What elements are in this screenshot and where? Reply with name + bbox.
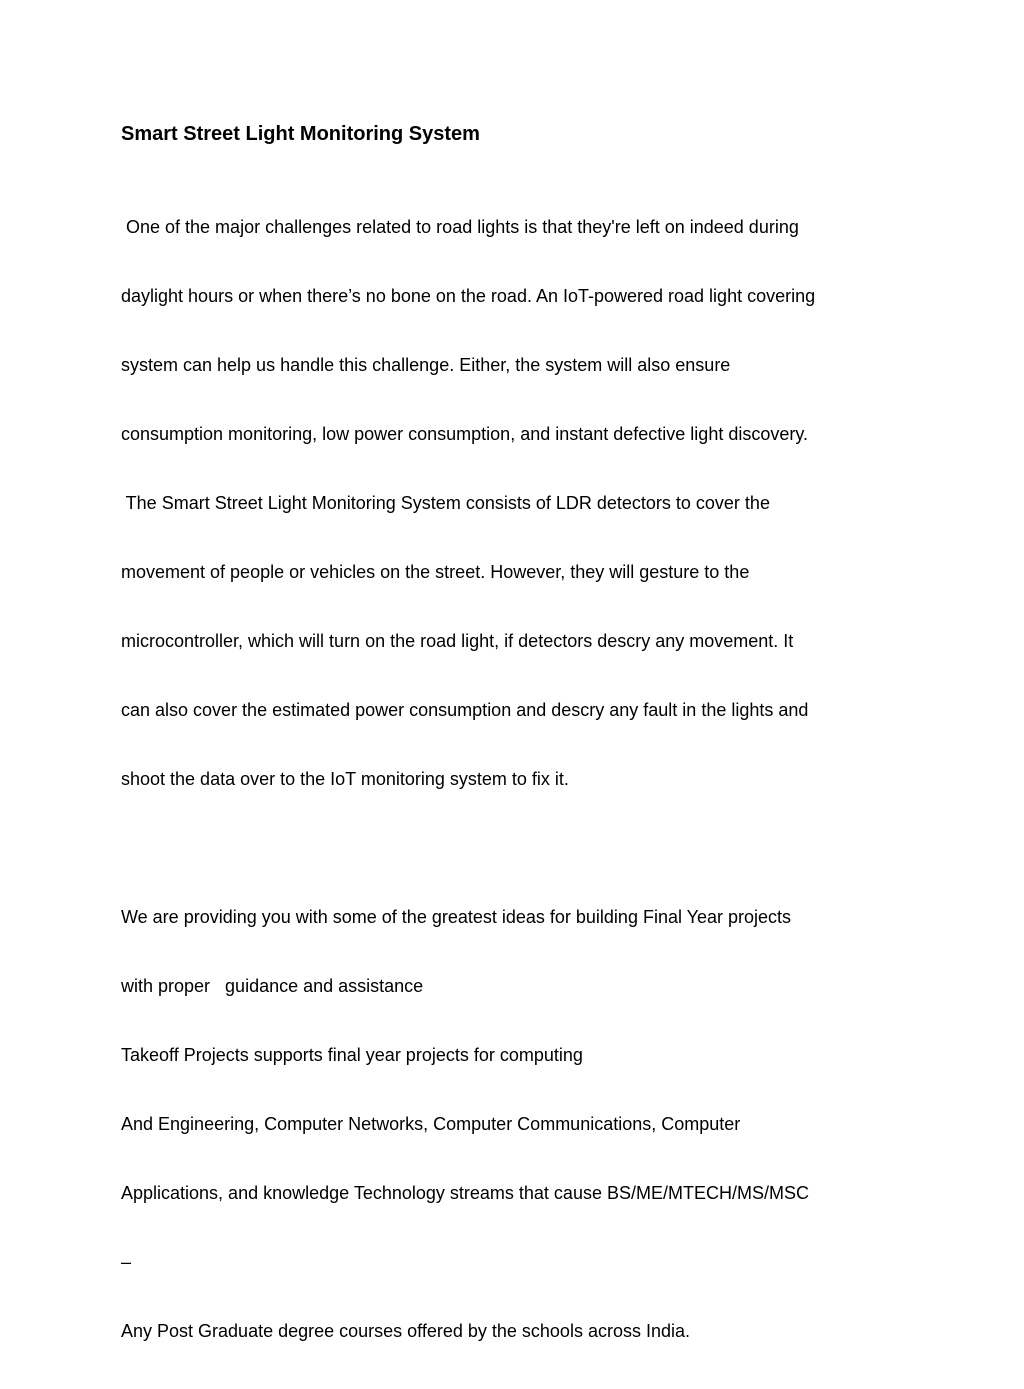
text-line: consumption monitoring, low power consumption, and instant defective light discovery. [121,424,809,444]
text-line: And Engineering, Computer Networks, Computer Communications, Computer [121,1114,741,1134]
document-content [121,121,911,1389]
text-line: Any Post Graduate degree courses offered by the schools across India. [121,1321,690,1341]
text-line: system can help us handle this challenge. Either, the system will also ensure [121,355,731,375]
text-line: daylight hours or when there’s no bone on the road. An IoT-powered road light covering [121,286,816,306]
text-line: Applications, and knowledge Technology streams that cause BS/ME/MTECH/MS/MSC [121,1183,809,1203]
text-line: Takeoff Projects supports final year projects for computing [121,1045,583,1065]
text-line: movement of people or vehicles on the street. However, they will gesture to the [121,562,750,582]
text-line: – [121,1252,132,1272]
text-line: We are providing you with some of the greatest ideas for building Final Year projects [121,907,792,927]
text-line: microcontroller, which will turn on the road light, if detectors descry any movement. It [121,631,794,651]
text-line: One of the major challenges related to road lights is that they're left on indeed during [121,217,799,237]
document-title: Smart Street Light Monitoring System [121,123,480,145]
text-line: with proper guidance and assistance [121,976,424,996]
text-line: The Smart Street Light Monitoring System consists of LDR detectors to cover the [121,493,770,513]
paragraph-intro [121,170,911,837]
text-line: can also cover the estimated power consumption and descry any fault in the lights and [121,700,809,720]
paragraph-projects [121,860,911,1389]
text-line: shoot the data over to the IoT monitoring system to fix it. [121,769,569,789]
